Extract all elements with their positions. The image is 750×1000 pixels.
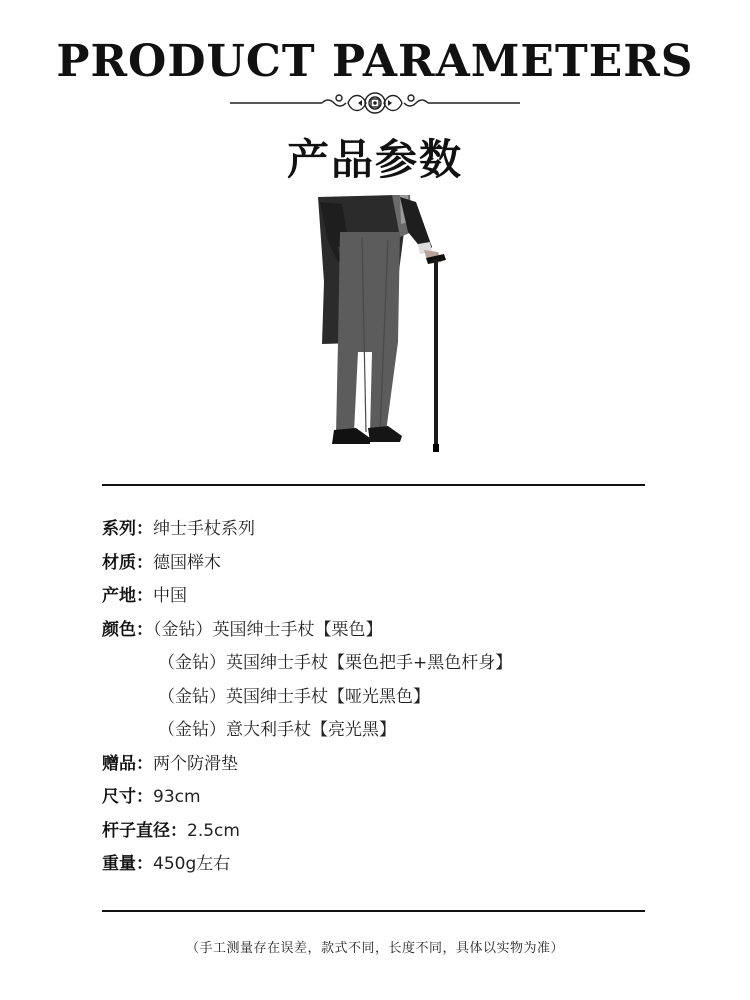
param-row-series [102, 513, 662, 547]
gentleman-cane-photo [300, 192, 460, 457]
param-row-color [102, 614, 662, 648]
param-label: 尺寸： [102, 787, 153, 807]
param-value: 两个防滑垫 [153, 753, 238, 774]
param-value: （金钻）英国绅士手杖【栗色把手+黑色杆身】 [158, 653, 513, 673]
param-row-origin [102, 580, 662, 614]
divider-top [102, 484, 645, 486]
page-title-en: PRODUCT PARAMETERS [56, 36, 694, 87]
param-value: （金钻）意大利手杖【亮光黑】 [158, 720, 396, 740]
param-row-gift [102, 748, 662, 782]
ornament-divider-icon [230, 88, 520, 118]
param-label: 杆子直径： [102, 820, 187, 841]
param-value: 中国 [153, 586, 187, 606]
param-value: 德国榉木 [153, 552, 221, 573]
param-list [102, 513, 662, 882]
param-row-weight [102, 848, 662, 882]
param-value: （金钻）英国绅士手杖【栗色】 [153, 619, 383, 640]
param-row-material [102, 547, 662, 581]
param-value: 450g左右 [153, 854, 231, 874]
page-title-cn: 产品参数 [286, 135, 463, 184]
param-row-size [102, 781, 662, 815]
param-label: 产地： [102, 586, 153, 606]
param-value: 93cm [153, 787, 201, 807]
param-value: （金钻）英国绅士手杖【哑光黑色】 [158, 686, 430, 707]
param-row-color-option [102, 681, 662, 715]
footnote: （手工测量存在误差，款式不同，长度不同，具体以实物为准） [185, 941, 564, 956]
divider-bottom [102, 910, 645, 912]
param-row-diameter [102, 815, 662, 849]
param-label: 材质： [102, 552, 153, 573]
param-label: 重量： [102, 854, 153, 874]
param-value: 2.5cm [187, 820, 240, 841]
param-label: 系列： [102, 519, 153, 539]
param-label: 颜色： [102, 619, 153, 640]
param-value: 绅士手杖系列 [153, 519, 255, 539]
param-row-color-option [102, 714, 662, 748]
param-row-color-option [102, 647, 662, 681]
param-label: 赠品： [102, 753, 153, 774]
